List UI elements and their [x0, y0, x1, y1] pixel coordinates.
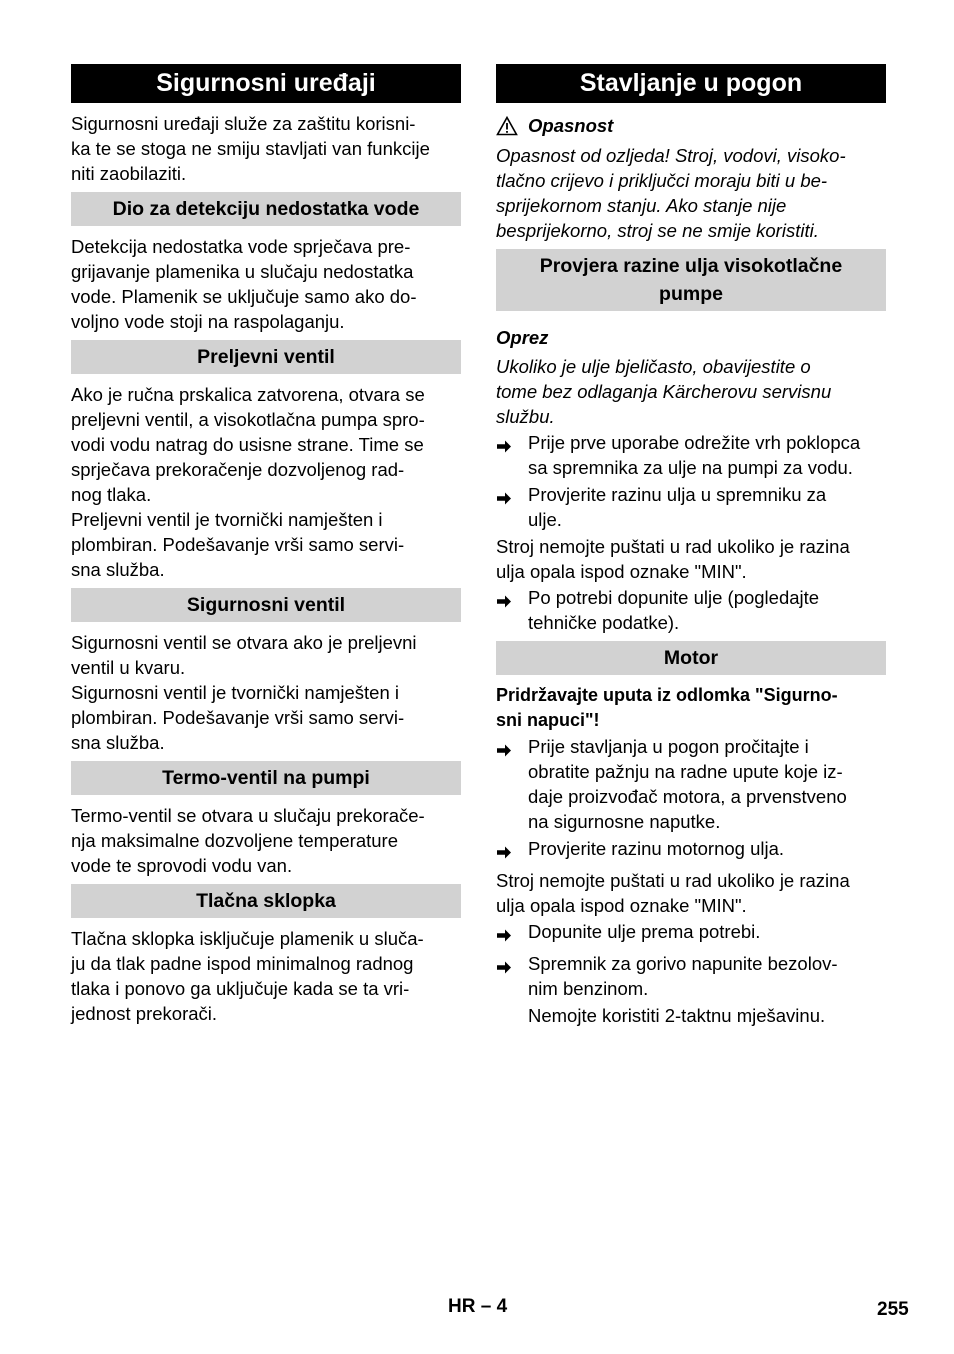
text-line: Provjera razine ulja visokotlačne: [539, 255, 843, 277]
oil-note: [496, 534, 886, 584]
intro-paragraph: [71, 111, 461, 186]
text-line: Pridržavajte uputa iz odlomka "Sigurno-: [496, 685, 838, 705]
text-line: sprijekornom stanju. Ako stanje nije: [496, 195, 787, 216]
text-line: Tlačna sklopka isključuje plamenik u sluča-: [71, 928, 424, 949]
text-line: Stroj nemojte puštati u rad ukoliko je razina: [496, 870, 850, 891]
text-line: vode. Plamenik se uključuje samo ako do-: [71, 286, 417, 307]
text-line: ka te se stoga ne smiju stavljati van funkcije: [71, 138, 430, 159]
text-line: besprijekorno, stroj se ne smije koristiti.: [496, 220, 819, 241]
text-line: ulja opala ispod oznake "MIN".: [496, 895, 747, 916]
text-line: Sigurnosni ventil se otvara ako je preljevni: [71, 632, 417, 653]
text-line: sa spremnika za ulje na pumpi za vodu.: [528, 457, 853, 478]
text-line: nja maksimalne dozvoljene temperature: [71, 830, 399, 851]
text-line: Spremnik za gorivo napunite bezolov-: [528, 953, 838, 974]
left-column: [71, 64, 461, 1026]
text-line: vodi vodu natrag do usisne strane. Time se: [71, 434, 424, 455]
text-line: Prije prve uporabe odrežite vrh poklopca: [528, 432, 861, 453]
arrow-right-icon: [496, 919, 528, 949]
list-item: [496, 430, 886, 480]
text-line: preljevni ventil, a visokotlačna pumpa spro-: [71, 409, 425, 430]
right-column: [496, 64, 886, 1028]
list-item: [496, 585, 886, 635]
text-line: Sigurnosni ventil je tvornički namješten i: [71, 682, 400, 703]
text-line: daje proizvođač motora, a prvenstveno: [528, 786, 847, 807]
text-line: sprječava prekoračenje dozvoljenog rad-: [71, 459, 405, 480]
subheading-oil-check: [496, 249, 886, 311]
subheading-safety-valve: Sigurnosni ventil: [71, 588, 461, 622]
subheading-water-detection: Dio za detekciju nedostatka vode: [71, 192, 461, 226]
text-line: na sigurnosne naputke.: [528, 811, 721, 832]
text-line: obratite pažnju na radne upute koje iz-: [528, 761, 843, 782]
text-line: nim benzinom.: [528, 978, 649, 999]
warning-label: Opasnost: [528, 115, 614, 136]
list-item: [496, 919, 886, 949]
motor-note: [496, 868, 886, 918]
text-line: Opasnost od ozljeda! Stroj, vodovi, visoko-: [496, 145, 846, 166]
text-line: sna služba.: [71, 559, 165, 580]
text-line: Ukoliko je ulje bjeličasto, obavijestite o: [496, 356, 811, 377]
paragraph-pressure-switch: [71, 926, 461, 1026]
text-line: pumpe: [659, 283, 723, 305]
text-line: tome bez odlaganja Kärcherovu servisnu: [496, 381, 832, 402]
text-line: jednost prekorači.: [71, 1003, 218, 1024]
list-item: [496, 734, 886, 834]
text-line: Po potrebi dopunite ulje (pogledajte: [528, 587, 820, 608]
arrow-right-icon: [496, 585, 528, 635]
text-line: Provjerite razinu ulja u spremniku za: [528, 484, 827, 505]
text-line: nog tlaka.: [71, 484, 152, 505]
text-line: tehničke podatke).: [528, 612, 680, 633]
subheading-overflow-valve: Preljevni ventil: [71, 340, 461, 374]
arrow-right-icon: [496, 482, 528, 532]
list-item: [496, 836, 886, 866]
text-line: Ako je ručna prskalica zatvorena, otvara se: [71, 384, 425, 405]
text-line: plombiran. Podešavanje vrši samo servi-: [71, 534, 405, 555]
text-line: Provjerite razinu motornog ulja.: [528, 838, 785, 859]
text-line: sna služba.: [71, 732, 165, 753]
section-title-start-up: Stavljanje u pogon: [496, 64, 886, 103]
text-line: Sigurnosni uređaji služe za zaštitu korisni-: [71, 113, 416, 134]
text-line: Preljevni ventil je tvornički namješten i: [71, 509, 383, 530]
text-line: sni napuci"!: [496, 710, 600, 730]
warning-heading: [496, 113, 886, 138]
text-line: voljno vode stoji na raspolaganju.: [71, 311, 345, 332]
arrow-right-icon: [496, 951, 528, 1001]
text-line: Stroj nemojte puštati u rad ukoliko je razina: [496, 536, 850, 557]
warning-triangle-icon: [496, 116, 518, 136]
section-title-safety-devices: Sigurnosni uređaji: [71, 64, 461, 103]
text-line: tlačno crijevo i priključci moraju biti u be-: [496, 170, 828, 191]
text-line: niti zaobilaziti.: [71, 163, 187, 184]
page-number: 255: [877, 1299, 909, 1320]
paragraph-overflow-valve: [71, 382, 461, 582]
subheading-motor: Motor: [496, 641, 886, 675]
text-line: Dopunite ulje prema potrebi.: [528, 921, 761, 942]
text-line: Termo-ventil se otvara u slučaju prekorače-: [71, 805, 425, 826]
warning-paragraph: [496, 143, 886, 243]
subheading-thermo-valve: Termo-ventil na pumpi: [71, 761, 461, 795]
text-line: Prije stavljanja u pogon pročitajte i: [528, 736, 809, 757]
motor-safety-notice: [496, 683, 886, 733]
arrow-right-icon: [496, 430, 528, 480]
list-item: [496, 951, 886, 1001]
text-line: ventil u kvaru.: [71, 657, 186, 678]
text-line: tlaka i ponovo ga uključuje kada se ta vri-: [71, 978, 410, 999]
text-line: službu.: [496, 406, 555, 427]
paragraph-thermo-valve: [71, 803, 461, 878]
subheading-pressure-switch: Tlačna sklopka: [71, 884, 461, 918]
text-line: ulje.: [528, 509, 562, 530]
list-item: [496, 482, 886, 532]
arrow-right-icon: [496, 836, 528, 866]
motor-fuel-note: Nemojte koristiti 2-taktnu mješavinu.: [528, 1005, 826, 1026]
paragraph-water-detection: [71, 234, 461, 334]
caution-label: Oprez: [496, 327, 549, 348]
text-line: ulja opala ispod oznake "MIN".: [496, 561, 747, 582]
text-line: Detekcija nedostatka vode sprječava pre-: [71, 236, 411, 257]
paragraph-safety-valve: [71, 630, 461, 755]
caution-paragraph: [496, 354, 886, 429]
text-line: ju da tlak padne ispod minimalnog radnog: [71, 953, 414, 974]
text-line: vode te sprovodi vodu van.: [71, 855, 293, 876]
arrow-right-icon: [496, 734, 528, 834]
text-line: grijavanje plamenika u slučaju nedostatka: [71, 261, 414, 282]
text-line: plombiran. Podešavanje vrši samo servi-: [71, 707, 405, 728]
footer-language-page: HR – 4: [448, 1296, 508, 1317]
